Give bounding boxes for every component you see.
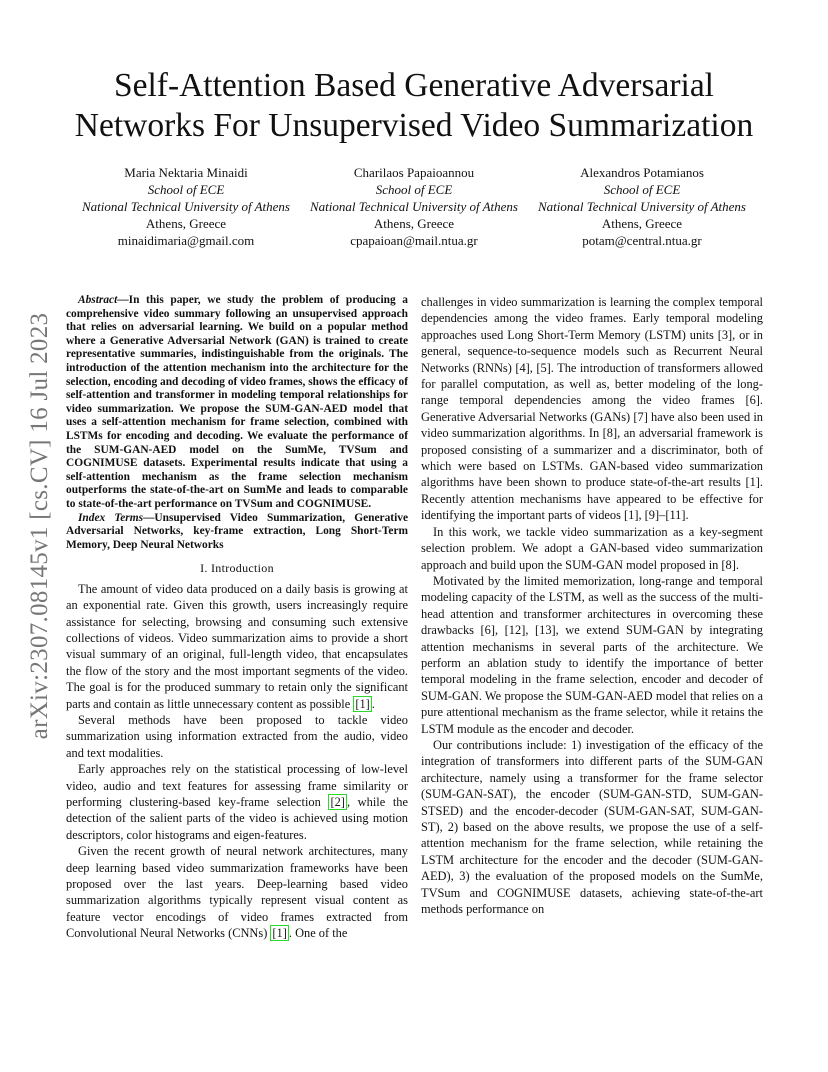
- author-block-1: [70, 164, 302, 249]
- author-city: Athens, Greece: [601, 216, 683, 231]
- author-dept: School of ECE: [603, 182, 681, 197]
- intro-paragraph-5: challenges in video summarization is learning the complex temporal dependencies among the video frames. Early temporal modeling approaches used Long Short-Term Memory (LSTM) units [3], or in general, sequence-to-sequence models such as Recurrent Neural Networks (RNNs) [4], [5]. The introduction of transformers allowed for parallel computation, as well as, better modeling of the long-range temporal dependencies among the video frames [6]. Generative Adversarial Networks (GANs) [7] have also been used in video summarization algorithms. In [8], an adversarial framework is proposed consisting of a summarizer and a discriminator, both of which were based on LSTMs. GAN-based video summarization algorithms have been shown to produce state-of-the-art results [1]. Recently attention mechanisms have appeared to be effective for identifying the important parts of videos [1], [9]–[11].: [421, 295, 763, 523]
- author-city: Athens, Greece: [373, 216, 455, 231]
- author-city: Athens, Greece: [145, 216, 227, 231]
- author-block-3: [526, 164, 758, 249]
- intro-paragraph-7: Motivated by the limited memorization, long-range and temporal modeling capacity of the LSTM, as well as the success of the multi-head attention and transformer architectures in overcoming these drawbacks [6], [12], [13], we extend SUM-GAN by integrating attention mechanisms in several parts of the architecture. We perform an ablation study to identify the importance of better temporal modeling in the frame selection, encoder and decoder of SUM-GAN. We propose the SUM-GAN-AED model that relies on a pure attentional mechanism as the frame selector, while it retains the LSTM module as the encoder and decoder.: [421, 573, 763, 736]
- author-email[interactable]: cpapaioan@mail.ntua.gr: [350, 233, 478, 248]
- intro-paragraph-2: Several methods have been proposed to tackle video summarization using information extracted from the audio, video and text modalities.: [66, 712, 408, 760]
- author-univ: National Technical University of Athens: [538, 199, 746, 214]
- citation-link[interactable]: [2]: [330, 794, 345, 809]
- author-name: Alexandros Potamianos: [580, 165, 704, 180]
- title-line-2: Networks For Unsupervised Video Summarization: [74, 107, 754, 144]
- author-dept: School of ECE: [147, 182, 225, 197]
- section-heading: I. Introduction: [200, 561, 274, 576]
- left-column: [66, 294, 408, 942]
- author-block-2: [298, 164, 530, 249]
- index-terms: [66, 512, 408, 553]
- intro-paragraph-1: The amount of video data produced on a daily basis is growing at an exponential rate. Given this growth, users increasingly require assistance for selecting, browsing and consuming such extensive collections of videos. Video summarization aims to provide a short visual summary of an original, full-length video, that encapsulates the flow of the story and the most important segments of the video. The goal is for the produced summary to retain only the significant parts and contain as little unnecessary content as possible [1] .: [66, 581, 408, 711]
- right-column: [421, 294, 763, 917]
- intro-paragraph-6: In this work, we tackle video summarization as a key-segment selection problem. We adopt a GAN-based video summarization approach and build upon the SUM-GAN model proposed in [8].: [421, 524, 763, 572]
- abstract-label: Abstract: [78, 294, 118, 306]
- paper-title: [0, 66, 828, 146]
- abstract-text: —In this paper, we study the problem of producing a comprehensive video summary following an unsupervised approach that relies on adversarial learning. We build on a popular method where a Generative Adversarial Network (GAN) is trained to create representative summaries, indistinguishable from the originals. The introduction of the attention mechanism into the architecture for the selection, encoding and decoding of video frames, shows the efficacy of self-attention and transformer in modeling temporal relationships for video summarization. We propose the SUM-GAN-AED model that uses a self-attention mechanism for frame selection, combined with LSTMs for encoding and decoding. We evaluate the performance of the SUM-GAN-AED model on the SumMe, TVSum and COGNIMUSE datasets. Experimental results indicate that using a self-attention mechanism as the frame selection mechanism outperforms the state-of-the-art on SumMe and leads to comparable to state-of-the-art performance on TVSum and COGNIMUSE.: [66, 294, 408, 510]
- author-dept: School of ECE: [375, 182, 453, 197]
- author-name: Charilaos Papaioannou: [353, 165, 475, 180]
- citation-link[interactable]: [1]: [272, 926, 287, 941]
- citation-link[interactable]: [1]: [355, 696, 370, 711]
- arxiv-stamp[interactable]: arXiv:2307.08145v1 [cs.CV] 16 Jul 2023: [26, 312, 53, 740]
- intro-paragraph-3: Early approaches rely on the statistical processing of low-level video, audio and text features for assessing frame similarity or performing clustering-based key-frame selection [2] , while the detection of the salient parts of the video is achieved using motion descriptors, color histograms and eigen-features.: [66, 762, 408, 842]
- index-terms-text: —Unsupervised Video Summarization, Generative Adversarial Networks, key-frame extraction, Long Short-Term Memory, Deep Neural Networks: [66, 511, 408, 551]
- author-email[interactable]: minaidimaria@gmail.com: [117, 233, 255, 248]
- author-name: Maria Nektaria Minaidi: [124, 165, 248, 180]
- abstract: [66, 294, 408, 512]
- intro-paragraph-8: Our contributions include: 1) investigation of the efficacy of the integration of transformers into different parts of the SUM-GAN architecture, namely using a transformer for the frame selector (SUM-GAN-SAT), the encoder (SUM-GAN-STD, SUM-GAN-STSED) and the encoder-decoder (SUM-GAN-SAT, SUM-GAN-ST), 2) based on the above results, we propose the use of a self-attention mechanism for the frame selection, while retaining the LSTM architecture for the encoder and the decoder (SUM-GAN-AED), 3) the evaluation of the proposed models on the SumMe, TVSum and COGNIMUSE datasets, achieving state-of-the-art methods performance on: [421, 737, 763, 917]
- author-univ: National Technical University of Athens: [310, 199, 518, 214]
- author-univ: National Technical University of Athens: [82, 199, 290, 214]
- author-email[interactable]: potam@central.ntua.gr: [582, 233, 702, 248]
- intro-paragraph-4: Given the recent growth of neural network architectures, many deep learning based video summarization frameworks have been proposed over the last years. Deep-learning based video summarization algorithms typically represent visual content as feature vector encodings of video frames extracted from Convolutional Neural Networks (CNNs) [1] . One of the: [66, 844, 408, 941]
- index-terms-label: Index Terms: [78, 511, 144, 524]
- title-line-1: Self-Attention Based Generative Adversarial: [113, 67, 714, 104]
